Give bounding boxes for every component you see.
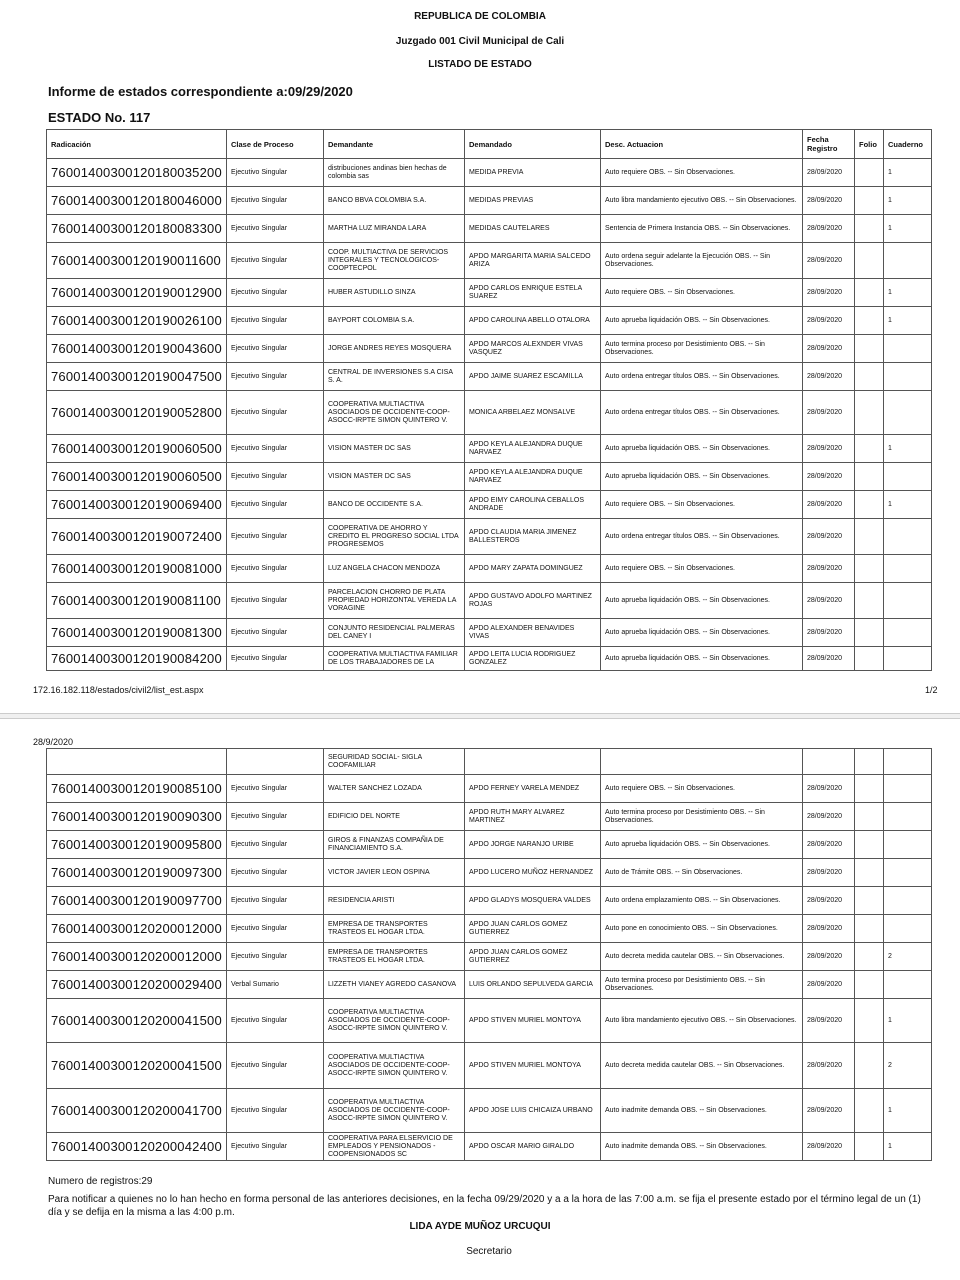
table-row — [47, 1133, 932, 1161]
demandado-cell: MEDIDAS CAUTELARES — [465, 215, 601, 243]
demandante-cell: VISION MASTER DC SAS — [324, 435, 465, 463]
fecha-cell: 28/09/2020 — [803, 391, 855, 435]
demandante-cell: COOP. MULTIACTIVA DE SERVICIOS INTEGRALES Y TECNOLOGICOS-COOPTECPOL — [324, 243, 465, 279]
radicacion-cell: 76001400300120200041500 — [47, 999, 227, 1043]
radicacion-cell: 76001400300120180083300 — [47, 215, 227, 243]
demandado-cell: APDO JORGE NARANJO URIBE — [465, 831, 601, 859]
cuaderno-cell — [884, 391, 932, 435]
radicacion-cell: 76001400300120190081100 — [47, 583, 227, 619]
court-heading: Juzgado 001 Civil Municipal de Cali — [395, 36, 565, 47]
clase-cell: Ejecutivo Singular — [227, 279, 324, 307]
folio-cell — [855, 583, 884, 619]
cuaderno-cell — [884, 647, 932, 671]
clase-cell: Ejecutivo Singular — [227, 647, 324, 671]
table-row — [47, 647, 932, 671]
demandante-cell: GIROS & FINANZAS COMPAÑIA DE FINANCIAMIENTO S.A. — [324, 831, 465, 859]
fecha-cell: 28/09/2020 — [803, 279, 855, 307]
clase-cell: Ejecutivo Singular — [227, 435, 324, 463]
col-folio: Folio — [855, 130, 884, 159]
actuacion-cell: Auto requiere OBS. -- Sin Observaciones. — [601, 555, 803, 583]
table-row — [47, 1089, 932, 1133]
folio-cell — [855, 1089, 884, 1133]
radicacion-cell: 76001400300120190052800 — [47, 391, 227, 435]
cuaderno-cell — [884, 915, 932, 943]
actuacion-cell: Auto ordena emplazamiento OBS. -- Sin Observaciones. — [601, 887, 803, 915]
fecha-cell: 28/09/2020 — [803, 491, 855, 519]
clase-cell: Ejecutivo Singular — [227, 1133, 324, 1161]
table-row — [47, 915, 932, 943]
demandado-cell: APDO JAIME SUAREZ ESCAMILLA — [465, 363, 601, 391]
estado-table-page2 — [46, 748, 932, 1161]
table-row — [47, 243, 932, 279]
clase-cell: Ejecutivo Singular — [227, 463, 324, 491]
list-heading: LISTADO DE ESTADO — [428, 59, 532, 70]
radicacion-cell: 76001400300120190085100 — [47, 775, 227, 803]
clase-cell: Ejecutivo Singular — [227, 803, 324, 831]
demandado-cell: APDO LUCERO MUÑOZ HERNANDEZ — [465, 859, 601, 887]
demandado-cell: APDO JOSE LUIS CHICAIZA URBANO — [465, 1089, 601, 1133]
cuaderno-cell: 2 — [884, 943, 932, 971]
folio-cell — [855, 243, 884, 279]
table-row — [47, 519, 932, 555]
actuacion-cell: Auto libra mandamiento ejecutivo OBS. -- Sin Observaciones. — [601, 999, 803, 1043]
fecha-cell: 28/09/2020 — [803, 647, 855, 671]
demandado-cell: APDO ALEXANDER BENAVIDES VIVAS — [465, 619, 601, 647]
actuacion-cell: Auto pone en conocimiento OBS. -- Sin Observaciones. — [601, 915, 803, 943]
fecha-cell: 28/09/2020 — [803, 463, 855, 491]
fecha-cell: 28/09/2020 — [803, 1089, 855, 1133]
folio-cell — [855, 159, 884, 187]
radicacion-cell: 76001400300120190097700 — [47, 887, 227, 915]
actuacion-cell: Auto ordena entregar títulos OBS. -- Sin Observaciones. — [601, 519, 803, 555]
actuacion-cell: Auto aprueba liquidación OBS. -- Sin Observaciones. — [601, 463, 803, 491]
folio-cell — [855, 519, 884, 555]
clase-cell: Ejecutivo Singular — [227, 915, 324, 943]
actuacion-cell: Auto ordena seguir adelante la Ejecución OBS. -- Sin Observaciones. — [601, 243, 803, 279]
cuaderno-cell: 2 — [884, 1043, 932, 1089]
cuaderno-cell — [884, 775, 932, 803]
signer-name: LIDA AYDE MUÑOZ URCUQUI — [409, 1221, 551, 1232]
fecha-cell: 28/09/2020 — [803, 519, 855, 555]
demandado-cell: APDO MARY ZAPATA DOMINGUEZ — [465, 555, 601, 583]
record-count: Numero de registros:29 — [48, 1176, 153, 1187]
demandante-cell: WALTER SANCHEZ LOZADA — [324, 775, 465, 803]
cuaderno-cell — [884, 243, 932, 279]
cuaderno-cell: 1 — [884, 159, 932, 187]
table-row — [47, 859, 932, 887]
table-row — [47, 435, 932, 463]
radicacion-cell: 76001400300120200042400 — [47, 1133, 227, 1161]
actuacion-cell: Auto requiere OBS. -- Sin Observaciones. — [601, 775, 803, 803]
demandado-cell: LUIS ORLANDO SEPULVEDA GARCIA — [465, 971, 601, 999]
table-row — [47, 307, 932, 335]
cuaderno-cell — [884, 583, 932, 619]
clase-cell: Ejecutivo Singular — [227, 583, 324, 619]
table-row — [47, 943, 932, 971]
radicacion-cell: 76001400300120190072400 — [47, 519, 227, 555]
fecha-cell: 28/09/2020 — [803, 215, 855, 243]
col-clase: Clase de Proceso — [227, 130, 324, 159]
col-cuaderno: Cuaderno — [884, 130, 932, 159]
radicacion-cell: 76001400300120190060500 — [47, 463, 227, 491]
demandante-cell: JORGE ANDRES REYES MOSQUERA — [324, 335, 465, 363]
country-heading: REPUBLICA DE COLOMBIA — [414, 11, 546, 22]
demandado-cell: APDO STIVEN MURIEL MONTOYA — [465, 999, 601, 1043]
clase-cell: Ejecutivo Singular — [227, 887, 324, 915]
demandado-cell: APDO CARLOS ENRIQUE ESTELA SUAREZ — [465, 279, 601, 307]
col-demandante: Demandante — [324, 130, 465, 159]
fecha-cell: 28/09/2020 — [803, 803, 855, 831]
clase-cell: Ejecutivo Singular — [227, 187, 324, 215]
radicacion-cell: 76001400300120190047500 — [47, 363, 227, 391]
clase-cell: Ejecutivo Singular — [227, 1043, 324, 1089]
fecha-cell: 28/09/2020 — [803, 1043, 855, 1089]
demandante-cell: RESIDENCIA ARISTI — [324, 887, 465, 915]
fecha-cell: 28/09/2020 — [803, 363, 855, 391]
demandante-cell: COOPERATIVA MULTIACTIVA FAMILIAR DE LOS TRABAJADORES DE LA — [324, 647, 465, 671]
table-row — [47, 831, 932, 859]
cuaderno-cell: 1 — [884, 187, 932, 215]
col-demandado: Demandado — [465, 130, 601, 159]
actuacion-cell: Auto ordena entregar títulos OBS. -- Sin Observaciones. — [601, 363, 803, 391]
folio-cell — [855, 803, 884, 831]
page-url: 172.16.182.118/estados/civil2/list_est.aspx — [33, 685, 204, 695]
actuacion-cell: Auto termina proceso por Desistimiento OBS. -- Sin Observaciones. — [601, 335, 803, 363]
cuaderno-cell — [884, 971, 932, 999]
folio-cell — [855, 1133, 884, 1161]
demandado-cell: APDO MARGARITA MARIA SALCEDO ARIZA — [465, 243, 601, 279]
radicacion-cell: 76001400300120190081000 — [47, 555, 227, 583]
fecha-cell: 28/09/2020 — [803, 243, 855, 279]
cuaderno-cell — [884, 619, 932, 647]
folio-cell — [855, 943, 884, 971]
folio-cell — [855, 391, 884, 435]
clase-cell: Ejecutivo Singular — [227, 335, 324, 363]
cuaderno-cell: 1 — [884, 279, 932, 307]
demandado-cell: APDO JUAN CARLOS GOMEZ GUTIERREZ — [465, 915, 601, 943]
table-row — [47, 215, 932, 243]
radicacion-cell: 76001400300120190095800 — [47, 831, 227, 859]
fecha-cell: 28/09/2020 — [803, 859, 855, 887]
folio-cell — [855, 1043, 884, 1089]
demandado-cell: APDO RUTH MARY ALVAREZ MARTINEZ — [465, 803, 601, 831]
demandante-cell: COOPERATIVA MULTIACTIVA ASOCIADOS DE OCCIDENTE-COOP-ASOCC-IRPTE SIMON QUINTERO V. — [324, 1089, 465, 1133]
actuacion-cell: Auto termina proceso por Desistimiento OBS. -- Sin Observaciones. — [601, 803, 803, 831]
fecha-cell: 28/09/2020 — [803, 307, 855, 335]
estado-table-page1 — [46, 129, 932, 671]
radicacion-cell: 76001400300120200012000 — [47, 915, 227, 943]
fecha-cell: 28/09/2020 — [803, 775, 855, 803]
clase-cell: Ejecutivo Singular — [227, 363, 324, 391]
folio-cell — [855, 859, 884, 887]
fecha-cell: 28/09/2020 — [803, 555, 855, 583]
legal-notice: Para notificar a quienes no lo han hecho en forma personal de las anteriores decisiones, en la fecha 09/29/2020 y a a la hora de las 7:00 a.m. se fija el presente estado por el término legal de un (1) día y se defija en la misma a las 4:00 p.m. — [48, 1194, 921, 1218]
radicacion-cell: 76001400300120200029400 — [47, 971, 227, 999]
actuacion-cell: Auto inadmite demanda OBS. -- Sin Observaciones. — [601, 1133, 803, 1161]
clase-cell: Ejecutivo Singular — [227, 307, 324, 335]
demandante-cell: distribuciones andinas bien hechas de colombia sas — [324, 159, 465, 187]
demandante-cell: COOPERATIVA MULTIACTIVA ASOCIADOS DE OCCIDENTE-COOP-ASOCC-IRPTE SIMON QUINTERO V. — [324, 999, 465, 1043]
table-row — [47, 775, 932, 803]
demandante-cell: COOPERATIVA DE AHORRO Y CREDITO EL PROGRESO SOCIAL LTDA PROGRESEMOS — [324, 519, 465, 555]
fecha-cell: 28/09/2020 — [803, 583, 855, 619]
clase-cell: Ejecutivo Singular — [227, 1089, 324, 1133]
demandante-cell: BAYPORT COLOMBIA S.A. — [324, 307, 465, 335]
radicacion-cell: 76001400300120190084200 — [47, 647, 227, 671]
radicacion-cell: 76001400300120190081300 — [47, 619, 227, 647]
col-radicacion: Radicación — [47, 130, 227, 159]
actuacion-cell: Auto decreta medida cautelar OBS. -- Sin Observaciones. — [601, 1043, 803, 1089]
radicacion-cell: 76001400300120190090300 — [47, 803, 227, 831]
actuacion-cell: Auto de Trámite OBS. -- Sin Observaciones. — [601, 859, 803, 887]
estado-number: ESTADO No. 117 — [48, 110, 151, 125]
page2-date: 28/9/2020 — [33, 737, 74, 747]
actuacion-cell: Auto requiere OBS. -- Sin Observaciones. — [601, 491, 803, 519]
folio-cell — [855, 831, 884, 859]
folio-cell — [855, 335, 884, 363]
fecha-cell: 28/09/2020 — [803, 999, 855, 1043]
cuaderno-cell: 1 — [884, 215, 932, 243]
folio-cell — [855, 887, 884, 915]
continuation-row — [47, 749, 932, 775]
clase-cell: Ejecutivo Singular — [227, 391, 324, 435]
cuaderno-cell — [884, 887, 932, 915]
cuaderno-cell — [884, 555, 932, 583]
folio-cell — [855, 363, 884, 391]
page-number: 1/2 — [925, 685, 938, 695]
page-divider — [0, 713, 960, 719]
demandante-cell: LUZ ANGELA CHACON MENDOZA — [324, 555, 465, 583]
table-row — [47, 363, 932, 391]
demandado-cell: APDO KEYLA ALEJANDRA DUQUE NARVAEZ — [465, 463, 601, 491]
actuacion-cell: Auto aprueba liquidación OBS. -- Sin Observaciones. — [601, 307, 803, 335]
fecha-cell: 28/09/2020 — [803, 187, 855, 215]
demandado-cell: APDO CLAUDIA MARIA JIMENEZ BALLESTEROS — [465, 519, 601, 555]
cuaderno-cell — [884, 335, 932, 363]
actuacion-cell: Auto libra mandamiento ejecutivo OBS. -- Sin Observaciones. — [601, 187, 803, 215]
clase-cell: Ejecutivo Singular — [227, 619, 324, 647]
actuacion-cell: Auto inadmite demanda OBS. -- Sin Observaciones. — [601, 1089, 803, 1133]
actuacion-cell: Auto ordena entregar títulos OBS. -- Sin Observaciones. — [601, 391, 803, 435]
folio-cell — [855, 279, 884, 307]
fecha-cell: 28/09/2020 — [803, 831, 855, 859]
table-row — [47, 583, 932, 619]
clase-cell: Ejecutivo Singular — [227, 215, 324, 243]
cuaderno-cell: 1 — [884, 1133, 932, 1161]
folio-cell — [855, 999, 884, 1043]
clase-cell: Ejecutivo Singular — [227, 775, 324, 803]
demandante-cell: HUBER ASTUDILLO SINZA — [324, 279, 465, 307]
fecha-cell: 28/09/2020 — [803, 335, 855, 363]
demandado-cell: APDO EIMY CAROLINA CEBALLOS ANDRADE — [465, 491, 601, 519]
table-row — [47, 391, 932, 435]
col-fecha: Fecha Registro — [803, 130, 855, 159]
demandante-cell: EMPRESA DE TRANSPORTES TRASTEOS EL HOGAR LTDA. — [324, 915, 465, 943]
demandado-cell: APDO OSCAR MARIO GIRALDO — [465, 1133, 601, 1161]
col-actuacion: Desc. Actuacion — [601, 130, 803, 159]
demandante-cell: COOPERATIVA PARA ELSERVICIO DE EMPLEADOS Y PENSIONADOS -COOPENSIONADOS SC — [324, 1133, 465, 1161]
cuaderno-cell — [884, 463, 932, 491]
table-row — [47, 1043, 932, 1089]
radicacion-cell: 76001400300120200041500 — [47, 1043, 227, 1089]
signer-role: Secretario — [466, 1246, 512, 1257]
actuacion-cell: Auto aprueba liquidación OBS. -- Sin Observaciones. — [601, 619, 803, 647]
radicacion-cell: 76001400300120190026100 — [47, 307, 227, 335]
folio-cell — [855, 491, 884, 519]
actuacion-cell: Auto aprueba liquidación OBS. -- Sin Observaciones. — [601, 831, 803, 859]
demandante-cell: EMPRESA DE TRANSPORTES TRASTEOS EL HOGAR LTDA. — [324, 943, 465, 971]
fecha-cell: 28/09/2020 — [803, 915, 855, 943]
demandante-cell: PARCELACION CHORRO DE PLATA PROPIEDAD HORIZONTAL VEREDA LA VORAGINE — [324, 583, 465, 619]
radicacion-cell: 76001400300120190069400 — [47, 491, 227, 519]
folio-cell — [855, 187, 884, 215]
demandante-cell: VISION MASTER DC SAS — [324, 463, 465, 491]
cuaderno-cell: 1 — [884, 307, 932, 335]
folio-cell — [855, 435, 884, 463]
table-row — [47, 619, 932, 647]
demandado-cell: APDO GLADYS MOSQUERA VALDES — [465, 887, 601, 915]
actuacion-cell: Auto requiere OBS. -- Sin Observaciones. — [601, 159, 803, 187]
fecha-cell: 28/09/2020 — [803, 435, 855, 463]
table-row — [47, 279, 932, 307]
cuaderno-cell — [884, 831, 932, 859]
demandado-cell: APDO JUAN CARLOS GOMEZ GUTIERREZ — [465, 943, 601, 971]
clase-cell: Ejecutivo Singular — [227, 491, 324, 519]
radicacion-cell: 76001400300120190097300 — [47, 859, 227, 887]
table-row — [47, 159, 932, 187]
folio-cell — [855, 307, 884, 335]
clase-cell: Ejecutivo Singular — [227, 831, 324, 859]
radicacion-cell: 76001400300120190060500 — [47, 435, 227, 463]
demandante-cell: CENTRAL DE INVERSIONES S.A CISA S. A. — [324, 363, 465, 391]
actuacion-cell: Auto aprueba liquidación OBS. -- Sin Observaciones. — [601, 435, 803, 463]
demandado-cell: APDO FERNEY VARELA MENDEZ — [465, 775, 601, 803]
clase-cell: Ejecutivo Singular — [227, 859, 324, 887]
clase-cell: Verbal Sumario — [227, 971, 324, 999]
cuaderno-cell — [884, 803, 932, 831]
demandado-cell: APDO CAROLINA ABELLO OTALORA — [465, 307, 601, 335]
folio-cell — [855, 971, 884, 999]
table-row — [47, 463, 932, 491]
demandado-cell: MONICA ARBELAEZ MONSALVE — [465, 391, 601, 435]
table-row — [47, 887, 932, 915]
report-date-title: Informe de estados correspondiente a:09/29/2020 — [48, 84, 353, 99]
radicacion-cell: 76001400300120200041700 — [47, 1089, 227, 1133]
actuacion-cell: Auto aprueba liquidación OBS. -- Sin Observaciones. — [601, 583, 803, 619]
fecha-cell: 28/09/2020 — [803, 971, 855, 999]
fecha-cell: 28/09/2020 — [803, 943, 855, 971]
fecha-cell: 28/09/2020 — [803, 619, 855, 647]
table-row — [47, 803, 932, 831]
demandante-cell: LIZZETH VIANEY AGREDO CASANOVA — [324, 971, 465, 999]
table-row — [47, 555, 932, 583]
demandante-cell: COOPERATIVA MULTIACTIVA ASOCIADOS DE OCCIDENTE-COOP-ASOCC-IRPTE SIMON QUINTERO V. — [324, 1043, 465, 1089]
clase-cell: Ejecutivo Singular — [227, 159, 324, 187]
folio-cell — [855, 619, 884, 647]
demandado-cell: APDO LEITA LUCIA RODRIGUEZ GONZALEZ — [465, 647, 601, 671]
folio-cell — [855, 775, 884, 803]
actuacion-cell: Auto termina proceso por Desistimiento OBS. -- Sin Observaciones. — [601, 971, 803, 999]
table-row — [47, 491, 932, 519]
fecha-cell: 28/09/2020 — [803, 1133, 855, 1161]
actuacion-cell: Auto requiere OBS. -- Sin Observaciones. — [601, 279, 803, 307]
folio-cell — [855, 215, 884, 243]
radicacion-cell: 76001400300120180046000 — [47, 187, 227, 215]
radicacion-cell: 76001400300120190043600 — [47, 335, 227, 363]
folio-cell — [855, 463, 884, 491]
clase-cell: Ejecutivo Singular — [227, 555, 324, 583]
cuaderno-cell: 1 — [884, 1089, 932, 1133]
table-row — [47, 971, 932, 999]
continuation-text: SEGURIDAD SOCIAL- SIGLA COOFAMILIAR — [324, 749, 465, 775]
folio-cell — [855, 555, 884, 583]
table-row — [47, 999, 932, 1043]
folio-cell — [855, 647, 884, 671]
radicacion-cell: 76001400300120180035200 — [47, 159, 227, 187]
demandante-cell: COOPERATIVA MULTIACTIVA ASOCIADOS DE OCCIDENTE-COOP-ASOCC-IRPTE SIMON QUINTERO V. — [324, 391, 465, 435]
radicacion-cell: 76001400300120200012000 — [47, 943, 227, 971]
demandante-cell: MARTHA LUZ MIRANDA LARA — [324, 215, 465, 243]
clase-cell: Ejecutivo Singular — [227, 999, 324, 1043]
cuaderno-cell — [884, 859, 932, 887]
demandado-cell: APDO STIVEN MURIEL MONTOYA — [465, 1043, 601, 1089]
demandante-cell: VICTOR JAVIER LEON OSPINA — [324, 859, 465, 887]
clase-cell: Ejecutivo Singular — [227, 943, 324, 971]
demandante-cell: EDIFICIO DEL NORTE — [324, 803, 465, 831]
radicacion-cell: 76001400300120190011600 — [47, 243, 227, 279]
demandante-cell: CONJUNTO RESIDENCIAL PALMERAS DEL CANEY I — [324, 619, 465, 647]
actuacion-cell: Auto aprueba liquidación OBS. -- Sin Observaciones. — [601, 647, 803, 671]
fecha-cell: 28/09/2020 — [803, 887, 855, 915]
cuaderno-cell: 1 — [884, 435, 932, 463]
demandante-cell: BANCO BBVA COLOMBIA S.A. — [324, 187, 465, 215]
demandado-cell: APDO KEYLA ALEJANDRA DUQUE NARVAEZ — [465, 435, 601, 463]
folio-cell — [855, 915, 884, 943]
demandado-cell: APDO MARCOS ALEXNDER VIVAS VASQUEZ — [465, 335, 601, 363]
demandado-cell: MEDIDA PREVIA — [465, 159, 601, 187]
clase-cell: Ejecutivo Singular — [227, 243, 324, 279]
cuaderno-cell — [884, 519, 932, 555]
table-header-row — [47, 130, 932, 159]
table-row — [47, 187, 932, 215]
actuacion-cell: Auto decreta medida cautelar OBS. -- Sin Observaciones. — [601, 943, 803, 971]
demandado-cell: APDO GUSTAVO ADOLFO MARTINEZ ROJAS — [465, 583, 601, 619]
clase-cell: Ejecutivo Singular — [227, 519, 324, 555]
table-row — [47, 335, 932, 363]
actuacion-cell: Sentencia de Primera Instancia OBS. -- Sin Observaciones. — [601, 215, 803, 243]
radicacion-cell: 76001400300120190012900 — [47, 279, 227, 307]
cuaderno-cell: 1 — [884, 491, 932, 519]
demandante-cell: BANCO DE OCCIDENTE S.A. — [324, 491, 465, 519]
cuaderno-cell — [884, 363, 932, 391]
demandado-cell: MEDIDAS PREVIAS — [465, 187, 601, 215]
fecha-cell: 28/09/2020 — [803, 159, 855, 187]
cuaderno-cell: 1 — [884, 999, 932, 1043]
